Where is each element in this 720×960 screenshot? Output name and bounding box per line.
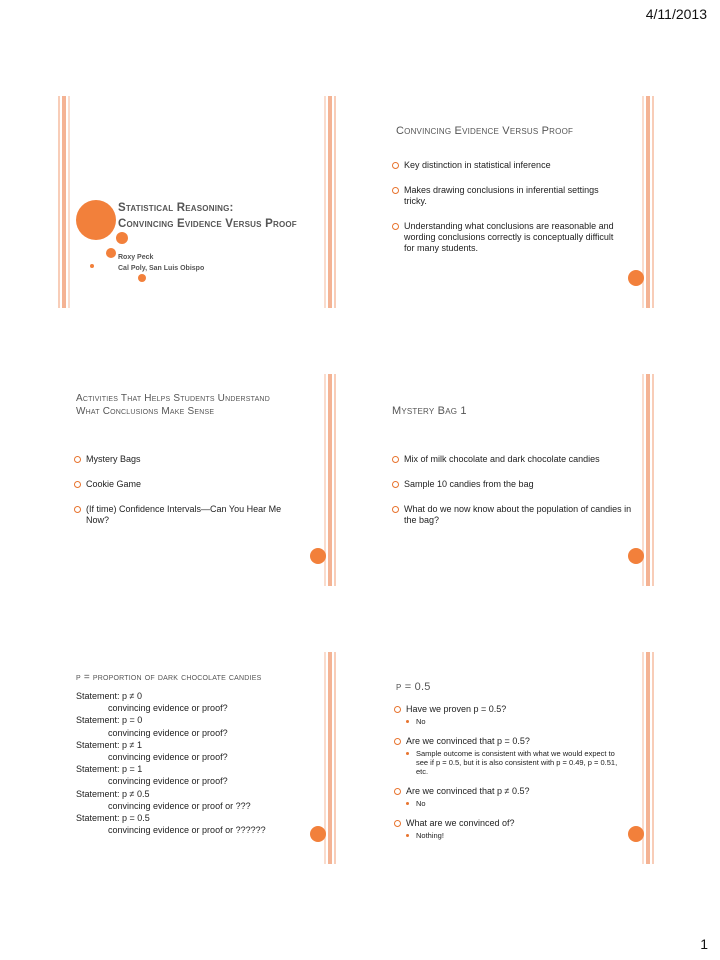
slide-3 bbox=[56, 374, 338, 586]
slide-6-title: p = 0.5 bbox=[396, 681, 431, 693]
slide-6-bullets bbox=[394, 704, 620, 846]
decorative-bar bbox=[334, 96, 336, 308]
decorative-circle bbox=[628, 826, 644, 842]
slide-4-title: Mystery Bag 1 bbox=[392, 405, 467, 417]
sub-item: Sample outcome is consistent with what we would expect to see if p = 0.5, but it is also consistent with p = 0.49, p = 0.51, etc. bbox=[406, 749, 620, 776]
statement: Statement: p ≠ 1 bbox=[76, 739, 142, 750]
slide-3-bullets bbox=[74, 454, 304, 540]
statement-question: convincing evidence or proof or ??? bbox=[108, 800, 251, 811]
statement-question: convincing evidence or proof? bbox=[108, 776, 228, 787]
slide-1-heading: Statistical Reasoning: Convincing Evidence Versus Proof bbox=[118, 202, 297, 230]
decorative-bar bbox=[328, 374, 332, 586]
sub-item: No bbox=[406, 799, 620, 808]
slide-2-bullets bbox=[392, 160, 622, 268]
list-item: Are we convinced that p ≠ 0.5? No bbox=[394, 786, 620, 808]
sub-item: No bbox=[406, 717, 620, 726]
slide-2 bbox=[374, 96, 656, 308]
statement-question: convincing evidence or proof? bbox=[108, 703, 228, 714]
decorative-bar bbox=[652, 652, 654, 864]
list-item: What do we now know about the population of candies in the bag? bbox=[392, 504, 632, 526]
statement-question: convincing evidence or proof? bbox=[108, 727, 228, 738]
decorative-bar bbox=[334, 374, 336, 586]
decorative-bar bbox=[328, 96, 332, 308]
list-item: Key distinction in statistical inference bbox=[392, 160, 622, 171]
author-name: Roxy Peck bbox=[118, 254, 154, 261]
decorative-bar bbox=[646, 374, 650, 586]
decorative-circle bbox=[628, 270, 644, 286]
statement: Statement: p ≠ 0.5 bbox=[76, 788, 150, 799]
decorative-circle bbox=[310, 548, 326, 564]
decorative-circle-small bbox=[138, 274, 146, 282]
decorative-circle bbox=[310, 826, 326, 842]
sub-item: Nothing! bbox=[406, 831, 620, 840]
decorative-bar bbox=[328, 652, 332, 864]
slide-1-title bbox=[56, 96, 338, 308]
list-item: Understanding what conclusions are reasonable and wording conclusions correctly is conceptually difficult for many students. bbox=[392, 221, 622, 254]
decorative-bar bbox=[62, 96, 66, 308]
list-item: Are we convinced that p = 0.5? Sample outcome is consistent with what we would expect to see if p = 0.5, but it is also consistent with p = 0.49, p = 0.51, etc. bbox=[394, 736, 620, 776]
decorative-bar bbox=[324, 96, 326, 308]
slide-2-title: Convincing Evidence Versus Proof bbox=[396, 125, 574, 137]
list-item: Sample 10 candies from the bag bbox=[392, 479, 632, 490]
statement-question: convincing evidence or proof or ?????? bbox=[108, 825, 266, 836]
decorative-circle-small bbox=[106, 248, 116, 258]
decorative-circle-medium bbox=[116, 232, 128, 244]
list-item: Mystery Bags bbox=[74, 454, 304, 465]
statement: Statement: p = 0.5 bbox=[76, 813, 150, 824]
page-number: 1 bbox=[700, 936, 708, 952]
slide-5-title: p = proportion of dark chocolate candies bbox=[76, 672, 262, 683]
slide-6 bbox=[374, 652, 656, 864]
author-affiliation: Cal Poly, San Luis Obispo bbox=[118, 265, 205, 272]
statement: Statement: p = 1 bbox=[76, 764, 143, 775]
list-item: What are we convinced of? Nothing! bbox=[394, 818, 620, 840]
slide-4 bbox=[374, 374, 656, 586]
statement: Statement: p = 0 bbox=[76, 715, 143, 726]
list-item: Mix of milk chocolate and dark chocolate candies bbox=[392, 454, 632, 465]
decorative-bar bbox=[334, 652, 336, 864]
slide-5 bbox=[56, 652, 338, 864]
decorative-circle-tiny bbox=[90, 264, 94, 268]
list-item: Makes drawing conclusions in inferential settings tricky. bbox=[392, 185, 622, 207]
statement: Statement: p ≠ 0 bbox=[76, 691, 142, 701]
slide-4-bullets bbox=[392, 454, 632, 540]
decorative-bar bbox=[58, 96, 60, 308]
decorative-circle-large bbox=[76, 200, 116, 240]
list-item: Cookie Game bbox=[74, 479, 304, 490]
page-date: 4/11/2013 bbox=[645, 6, 707, 22]
list-item: Have we proven p = 0.5? No bbox=[394, 704, 620, 726]
decorative-bar bbox=[652, 96, 654, 308]
slide-3-title: Activities That Helps Students Understand What Conclusions Make Sense bbox=[76, 393, 270, 417]
decorative-bar bbox=[652, 374, 654, 586]
decorative-bar bbox=[68, 96, 70, 308]
decorative-bar bbox=[646, 96, 650, 308]
list-item: (If time) Confidence Intervals—Can You Hear Me Now? bbox=[74, 504, 304, 526]
statement-list bbox=[76, 690, 266, 836]
decorative-circle bbox=[628, 548, 644, 564]
statement-question: convincing evidence or proof? bbox=[108, 752, 228, 763]
decorative-bar bbox=[646, 652, 650, 864]
